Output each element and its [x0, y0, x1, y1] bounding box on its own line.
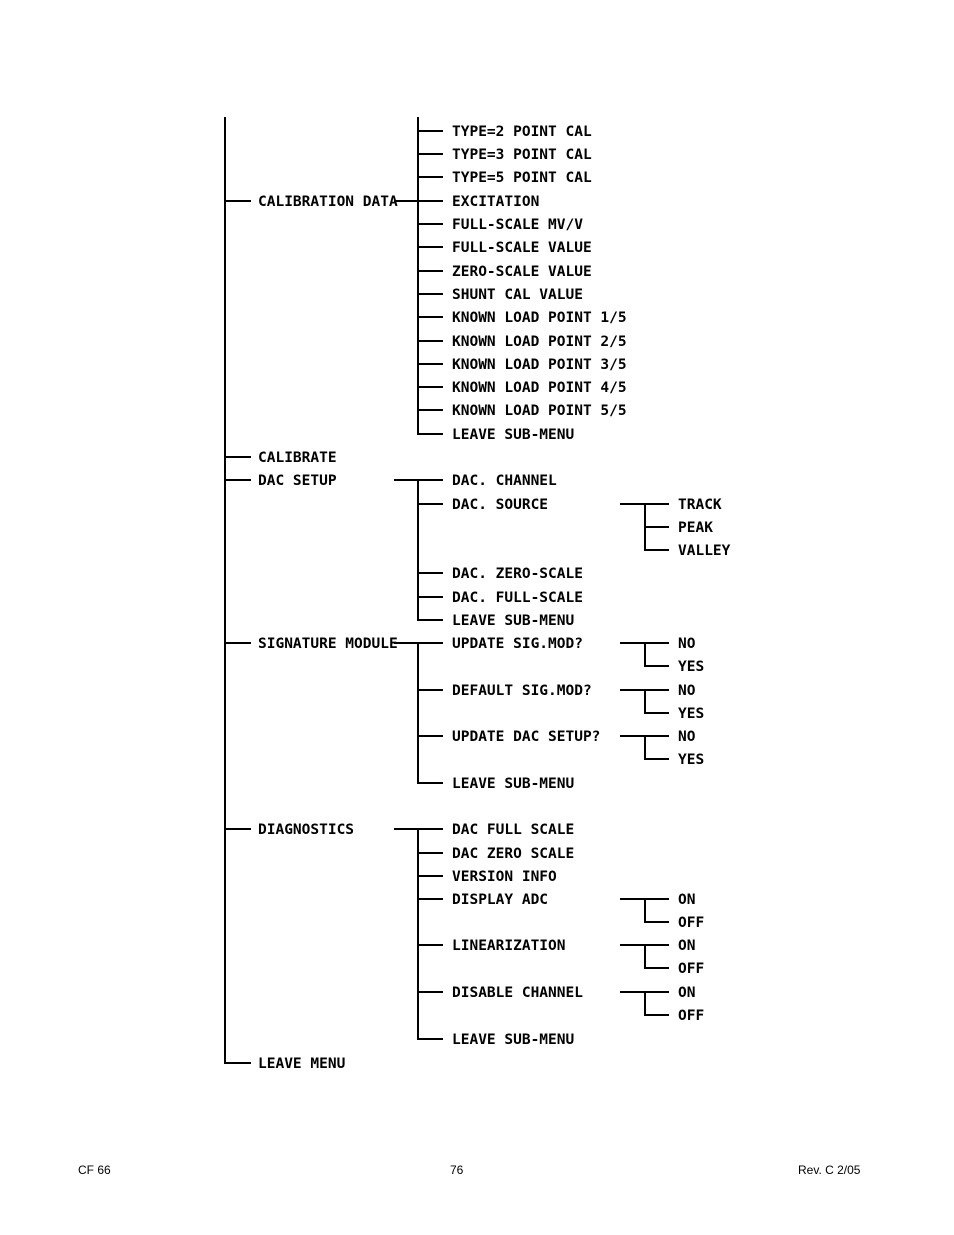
diagnostics-item: LINEARIZATION [452, 938, 566, 954]
dac-setup-item: DAC. ZERO-SCALE [452, 566, 583, 582]
dac-setup-item: DAC. CHANNEL [452, 473, 557, 489]
calibration-data-item: TYPE=2 POINT CAL [452, 124, 592, 140]
update-sig-mod-option: YES [678, 659, 705, 675]
footer-document-id: CF 66 [78, 1163, 111, 1177]
diagnostics-item: DISPLAY ADC [452, 892, 549, 908]
default-sig-mod-option: YES [678, 706, 705, 722]
update-dac-setup-option: YES [678, 752, 705, 768]
default-sig-mod-option: NO [678, 683, 696, 699]
signature-module-item: UPDATE SIG.MOD? [452, 636, 583, 652]
top-menu-item: SIGNATURE MODULE [258, 636, 398, 652]
calibration-data-item: FULL-SCALE VALUE [452, 240, 592, 256]
calibration-data-item: ZERO-SCALE VALUE [452, 264, 592, 280]
display-adc-option: OFF [678, 915, 705, 931]
top-menu-item: CALIBRATE [258, 450, 337, 466]
diagnostics-item: DAC FULL SCALE [452, 822, 575, 838]
top-menu-item: LEAVE MENU [258, 1056, 346, 1072]
dac-setup-item: DAC. FULL-SCALE [452, 590, 583, 606]
signature-module-item: UPDATE DAC SETUP? [452, 729, 601, 745]
calibration-data-item: TYPE=5 POINT CAL [452, 170, 592, 186]
dac-setup-item: DAC. SOURCE [452, 497, 549, 513]
diagnostics-item: VERSION INFO [452, 869, 557, 885]
calibration-data-item: KNOWN LOAD POINT 3/5 [452, 357, 627, 373]
footer-page-number: 76 [450, 1163, 464, 1177]
top-menu-item: CALIBRATION DATA [258, 194, 398, 210]
dac-setup-item: LEAVE SUB-MENU [452, 613, 575, 629]
top-menu-item: DIAGNOSTICS [258, 822, 355, 838]
calibration-data-item: TYPE=3 POINT CAL [452, 147, 592, 163]
update-sig-mod-option: NO [678, 636, 696, 652]
footer-revision: Rev. C 2/05 [798, 1163, 861, 1177]
linearization-option: OFF [678, 961, 705, 977]
disable-channel-option: ON [678, 985, 696, 1001]
calibration-data-item: KNOWN LOAD POINT 2/5 [452, 334, 627, 350]
diagnostics-item: LEAVE SUB-MENU [452, 1032, 575, 1048]
dac-source-option: TRACK [678, 497, 722, 513]
diagnostics-item: DISABLE CHANNEL [452, 985, 583, 1001]
calibration-data-item: KNOWN LOAD POINT 5/5 [452, 403, 627, 419]
update-dac-setup-option: NO [678, 729, 696, 745]
linearization-option: ON [678, 938, 696, 954]
signature-module-item: DEFAULT SIG.MOD? [452, 683, 592, 699]
calibration-data-item: FULL-SCALE MV/V [452, 217, 583, 233]
top-menu-item: DAC SETUP [258, 473, 337, 489]
calibration-data-item: SHUNT CAL VALUE [452, 287, 583, 303]
calibration-data-item: LEAVE SUB-MENU [452, 427, 575, 443]
diagnostics-item: DAC ZERO SCALE [452, 846, 575, 862]
display-adc-option: ON [678, 892, 696, 908]
calibration-data-item: EXCITATION [452, 194, 540, 210]
signature-module-item: LEAVE SUB-MENU [452, 776, 575, 792]
calibration-data-item: KNOWN LOAD POINT 1/5 [452, 310, 627, 326]
dac-source-option: VALLEY [678, 543, 731, 559]
dac-source-option: PEAK [678, 520, 713, 536]
disable-channel-option: OFF [678, 1008, 705, 1024]
calibration-data-item: KNOWN LOAD POINT 4/5 [452, 380, 627, 396]
